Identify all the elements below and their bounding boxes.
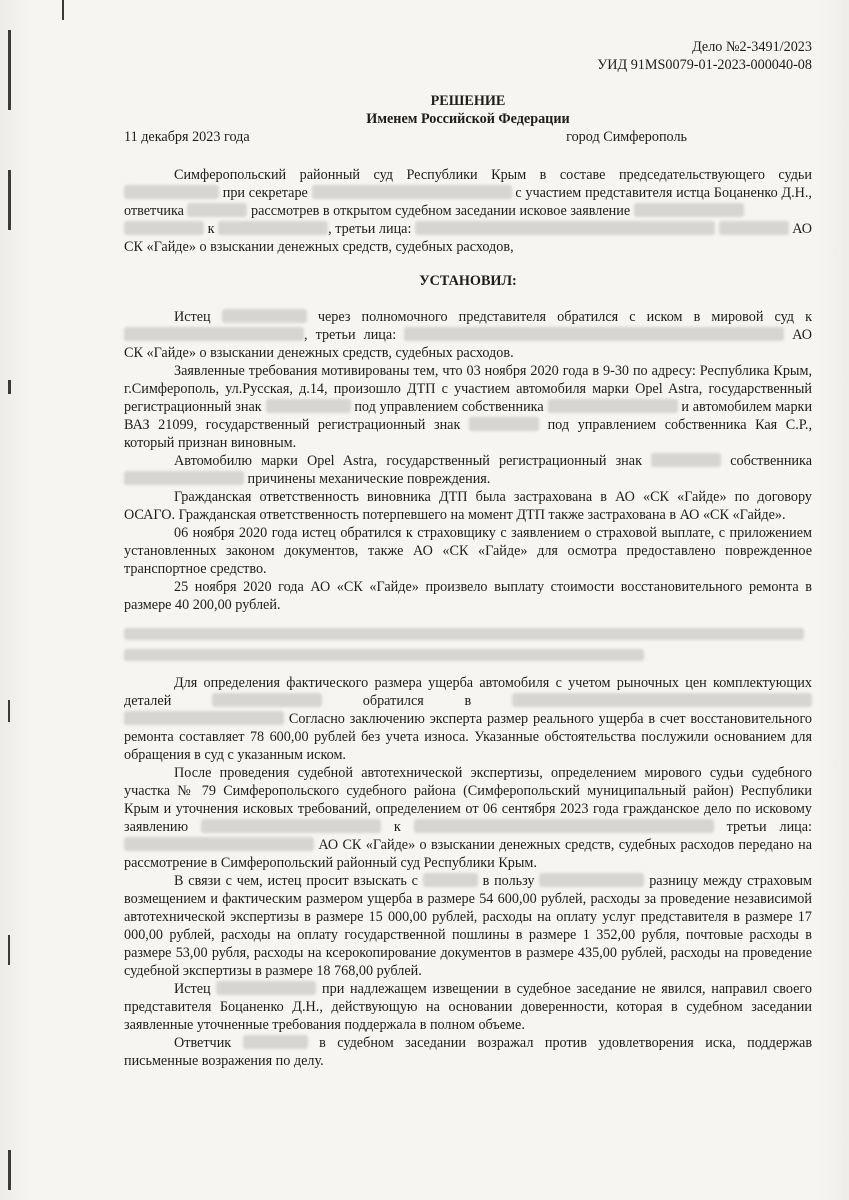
text: под управлением собственника <box>354 399 544 415</box>
text: Истец <box>174 309 211 325</box>
intro-text: Симферопольский районный суд Республики Крым в составе председательствующего судьи <box>174 167 812 183</box>
case-uid: УИД 91MS0079-01-2023-000040-08 <box>597 57 812 73</box>
paragraph-damage <box>124 452 812 488</box>
text: собственника <box>730 453 812 469</box>
intro-paragraph <box>124 166 812 256</box>
paragraph-insurance: Гражданская ответственность виновника ДТП была застрахована в АО «СК «Гайде» по договору ОСАГО. Гражданская ответственность потерпевшего на момент ДТП также застрахована в АО «СК «Гайде». <box>124 489 812 523</box>
paragraph-demands <box>124 872 812 980</box>
redacted-name <box>201 819 381 833</box>
redacted-name <box>312 185 512 199</box>
redacted-name <box>124 185 219 199</box>
document-body <box>124 38 812 1070</box>
intro-text: при секретаре <box>222 185 308 201</box>
text: , третьи лица: <box>304 327 397 343</box>
text: АО СК «Гайде» о взыскании денежных средств, судебных расходов передано на рассмотрение в Симферопольский районный суд Республики Крым. <box>124 837 812 871</box>
paragraph-defendant <box>124 1034 812 1070</box>
redacted-name <box>124 711 284 725</box>
scan-edge-mark <box>62 0 64 20</box>
decision-date: 11 декабря 2023 года <box>124 129 250 145</box>
redacted-name <box>124 837 314 851</box>
scan-edge-mark <box>8 1150 11 1190</box>
text: в судебном заседании возражал против удовлетворения иска, поддержав письменные возражения по делу. <box>124 1035 813 1069</box>
text: Заявленные требования мотивированы тем, что 03 ноября 2020 года в 9-30 по адресу: Республика Крым, г.Симферополь, ул.Русская, д.14, произошло ДТП с участием автомобиля марки Opel Astra, государственный регистрационный знак <box>124 363 812 415</box>
redacted-name <box>124 221 204 235</box>
text: разницу между страховым возмещением и фактическим размером ущерба в размере 54 600,00 рублей, расходы за проведение независимой автотехнической экспертизы в размере 15 000,00 рублей, расходы на оплату услуг представителя в размере 17 000,00 рублей, расходы на оплату государственной пошлины в размере 1 352,00 рубля, почтовые расходы в размере 53,00 рубля, расходы на ксерокопирование документов в размере 435,00 рублей, расходы на проведение судебной экспертизы в размере 18 768,00 рублей. <box>124 873 813 979</box>
redacted-plate <box>469 417 539 431</box>
text: при надлежащем извещении в судебное заседание не явился, направил своего представителя Боцаненко Д.Н., действующую на основании доверенности, которая в судебном заседании заявленные уточненные требования поддержала в полном объеме. <box>124 981 812 1033</box>
text: После проведения судебной автотехнической экспертизы, определением мирового судьи судебного участка № 79 Симферопольского судебного района (Симферопольский муниципальный район) Республики Крым и уточнения исковых требований, определением от 06 сентября 2023 года гражданское дело по исковому заявлению <box>124 765 812 835</box>
redacted-name <box>548 399 678 413</box>
intro-text: АО СК «Гайде» о взыскании денежных средств, судебных расходов, <box>124 221 813 255</box>
redacted-name <box>218 221 328 235</box>
redacted-name <box>423 873 478 887</box>
case-number: Дело №2-3491/2023 <box>692 39 812 55</box>
text: АО <box>792 327 812 343</box>
text: Автомобилю марки Opel Astra, государственный регистрационный знак <box>174 453 642 469</box>
redacted-name <box>124 471 244 485</box>
paragraph-expert <box>124 674 812 764</box>
redacted-name <box>415 221 715 235</box>
redacted-name <box>539 873 644 887</box>
redacted-name <box>243 1035 308 1049</box>
redacted-name <box>124 327 304 341</box>
text: в пользу <box>482 873 535 889</box>
intro-text: рассмотрев в открытом судебном заседании исковое заявление <box>251 203 631 219</box>
document-title: РЕШЕНИЕ <box>430 93 506 109</box>
established-heading: УСТАНОВИЛ: <box>419 273 517 289</box>
decision-city: город Симферополь <box>566 129 687 145</box>
scan-edge-mark <box>8 170 11 230</box>
redacted-name <box>212 693 322 707</box>
text: к <box>393 819 401 835</box>
scan-edge-mark <box>8 30 11 110</box>
text: под управлением собственника Кая С.Р., который признан виновным. <box>124 417 813 451</box>
intro-text: ответчика <box>124 203 184 219</box>
redacted-name <box>634 203 744 217</box>
redacted-name <box>719 221 789 235</box>
text: Согласно заключению эксперта размер реального ущерба в счет восстановительного ремонта составляет 78 600,00 рублей без учета износа. Указанные обстоятельства послужили основанием для обращения в суд с указанным иском. <box>124 711 813 763</box>
intro-text: к <box>207 221 215 237</box>
paragraph-claim <box>124 308 812 362</box>
redacted-plate <box>266 399 351 413</box>
redacted-name <box>512 693 812 707</box>
paragraph-payment: 25 ноября 2020 года АО «СК «Гайде» произвело выплату стоимости восстановительного ремонта в размере 40 200,00 рублей. <box>124 579 812 613</box>
text: СК «Гайде» о взыскании денежных средств, судебных расходов. <box>124 345 514 361</box>
redacted-name <box>222 309 307 323</box>
redacted-text <box>124 649 644 661</box>
text: третьи лица: <box>726 819 812 835</box>
paragraph-grounds <box>124 362 812 452</box>
redacted-plate <box>651 453 721 467</box>
text: Истец <box>174 981 211 997</box>
paragraph-application: 06 ноября 2020 года истец обратился к страховщику с заявлением о страховой выплате, с приложением установленных законом документов, также АО «СК «Гайде» для осмотра предоставлено поврежденное транспортное средство. <box>124 525 812 577</box>
document-subtitle: Именем Российской Федерации <box>366 111 570 127</box>
intro-text: , третьи лица: <box>328 221 412 237</box>
text: В связи с чем, истец просит взыскать с <box>174 873 418 889</box>
redacted-name <box>414 819 714 833</box>
text: и автомобилем марки ВАЗ 21099, государственный регистрационный знак <box>124 399 813 433</box>
redacted-name <box>187 203 247 217</box>
text: обратился в <box>362 693 472 709</box>
intro-text: с участием представителя истца Боцаненко Д.Н., <box>515 185 812 201</box>
redacted-name <box>404 327 784 341</box>
text: причинены механические повреждения. <box>247 471 491 487</box>
text: Для определения фактического размера ущерба автомобиля с учетом рыночных цен комплектующих деталей <box>124 675 812 709</box>
paragraph-transfer <box>124 764 812 872</box>
redacted-text <box>124 628 804 640</box>
redacted-block <box>124 614 812 674</box>
scan-edge-mark <box>8 380 11 394</box>
scan-edge-mark <box>8 935 10 965</box>
paragraph-plaintiff <box>124 980 812 1034</box>
text: Ответчик <box>174 1035 232 1051</box>
date-line <box>124 128 812 146</box>
scan-edge-mark <box>8 700 10 722</box>
text: через полномочного представителя обратился с иском в мировой суд к <box>317 309 813 325</box>
redacted-name <box>216 981 316 995</box>
